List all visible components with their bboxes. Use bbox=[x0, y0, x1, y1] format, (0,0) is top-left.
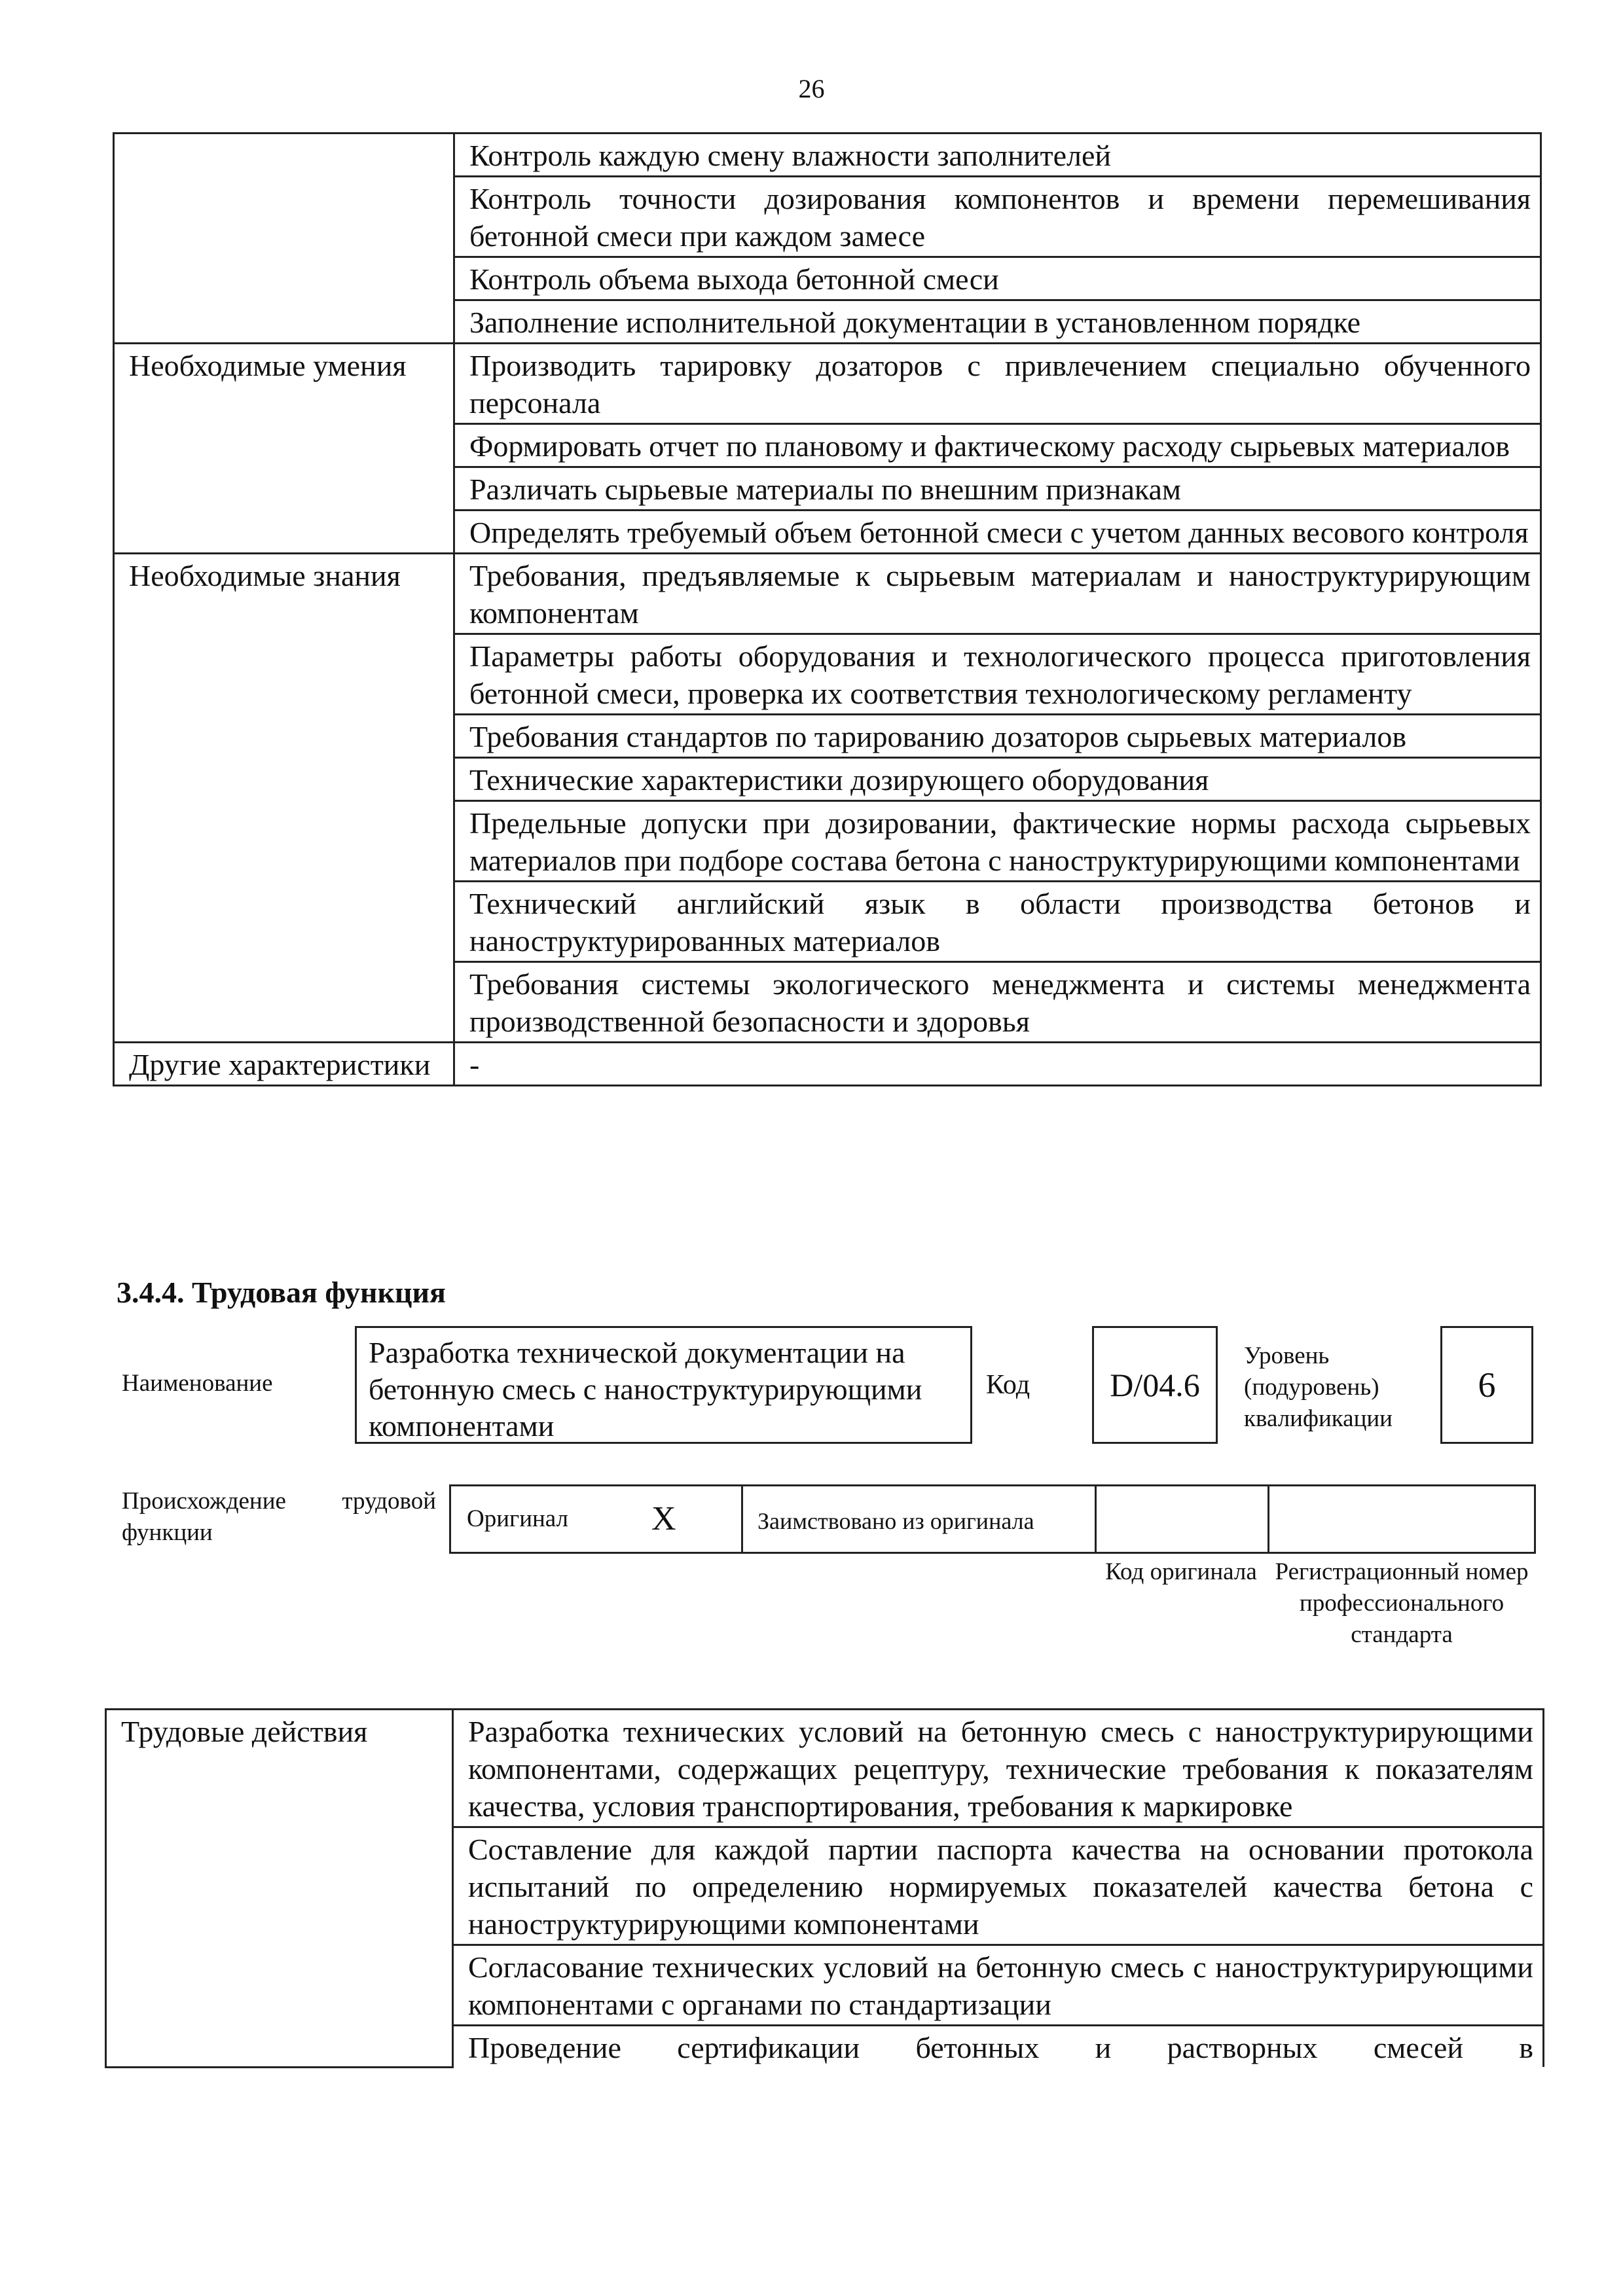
table-row: Формировать отчет по плановому и фактическому расходу сырьевых материалов bbox=[454, 424, 1541, 467]
table-row: Проведение сертификации бетонных и растворных смесей в bbox=[453, 2026, 1544, 2068]
table-row: Контроль объема выхода бетонной смеси bbox=[454, 257, 1541, 300]
section-heading: 3.4.4. Трудовая функция bbox=[117, 1276, 446, 1309]
other-label-cell bbox=[114, 1043, 454, 1086]
table-row: Определять требуемый объем бетонной смеси с учетом данных весового контроля bbox=[454, 511, 1541, 554]
code-label: Код bbox=[986, 1370, 1030, 1400]
table-row: Производить тарировку дозаторов с привлечением специально обученного персонала bbox=[454, 344, 1541, 424]
origin-label: Происхождение трудовой функции bbox=[122, 1488, 436, 1546]
origin-code-caption: Код оригинала bbox=[1105, 1558, 1257, 1585]
skills-label: Необходимые умения bbox=[129, 349, 407, 382]
origin-reg-cell bbox=[1267, 1486, 1536, 1552]
origin-row bbox=[449, 1484, 1536, 1554]
actions-label: Трудовые действия bbox=[121, 1715, 368, 1748]
skills-label-cell bbox=[114, 344, 454, 554]
table-row: Параметры работы оборудования и технологического процесса приготовления бетонной смеси, проверка их соответствия технологическому регламенту bbox=[454, 634, 1541, 715]
origin-mark: X bbox=[651, 1500, 676, 1537]
origin-reg-caption: Регистрационный номер профессионального стандарта bbox=[1275, 1558, 1529, 1648]
origin-borrowed-cell bbox=[741, 1486, 1095, 1552]
other-label: Другие характеристики bbox=[129, 1048, 431, 1081]
table-row: Согласование технических условий на бетонную смесь с наноструктурирующими компонентами с органами по стандартизации bbox=[453, 1945, 1544, 2026]
empty-label-cell bbox=[114, 134, 454, 344]
knowledge-label-cell bbox=[114, 554, 454, 1043]
table-row: Требования, предъявляемые к сырьевым материалам и наноструктурирующим компонентам bbox=[454, 554, 1541, 634]
function-name-box: Разработка технической документации на бетонную смесь с наноструктурирующими компонентами bbox=[355, 1326, 972, 1444]
table-row: Различать сырьевые материалы по внешним признакам bbox=[454, 467, 1541, 511]
actions-label-cell bbox=[106, 1710, 453, 2068]
code-value-box: D/04.6 bbox=[1092, 1326, 1218, 1444]
knowledge-label: Необходимые знания bbox=[129, 559, 401, 592]
table-row: Заполнение исполнительной документации в установленном порядке bbox=[454, 300, 1541, 344]
table-row: Контроль точности дозирования компонентов и времени перемешивания бетонной смеси при каждом замесе bbox=[454, 177, 1541, 257]
table-row: Технический английский язык в области производства бетонов и наноструктурированных материалов bbox=[454, 882, 1541, 962]
requirements-table bbox=[113, 132, 1542, 1086]
level-value-box: 6 bbox=[1440, 1326, 1533, 1444]
table-row: Предельные допуски при дозировании, фактические нормы расхода сырьевых материалов при подборе состава бетона с наноструктурирующими компонентами bbox=[454, 801, 1541, 882]
page-number: 26 bbox=[798, 74, 825, 103]
table-row: Контроль каждую смену влажности заполнителей bbox=[454, 134, 1541, 177]
origin-original-label: Оригинал bbox=[467, 1505, 569, 1532]
table-row: Разработка технических условий на бетонную смесь с наноструктурирующими компонентами, содержащих рецептуру, технические требования к показателям качества, условия транспортирования, требования к маркировке bbox=[453, 1710, 1544, 1827]
level-label: Уровень (подуровень) квалификации bbox=[1244, 1342, 1393, 1432]
table-row: Технические характеристики дозирующего оборудования bbox=[454, 758, 1541, 801]
table-row: Требования стандартов по тарированию дозаторов сырьевых материалов bbox=[454, 715, 1541, 758]
origin-borrowed-label: Заимствовано из оригинала bbox=[757, 1508, 1034, 1534]
name-label: Наименование bbox=[122, 1370, 273, 1397]
table-row bbox=[454, 1043, 1541, 1086]
origin-code-cell bbox=[1095, 1486, 1267, 1552]
other-value: - bbox=[469, 1048, 480, 1081]
table-row: Требования системы экологического менеджмента и системы менеджмента производственной безопасности и здоровья bbox=[454, 962, 1541, 1043]
table-row: Составление для каждой партии паспорта качества на основании протокола испытаний по определению нормируемых показателей качества бетона с наноструктурирующими компонентами bbox=[453, 1827, 1544, 1945]
origin-original-cell bbox=[449, 1486, 741, 1552]
actions-table bbox=[105, 1708, 1544, 2068]
